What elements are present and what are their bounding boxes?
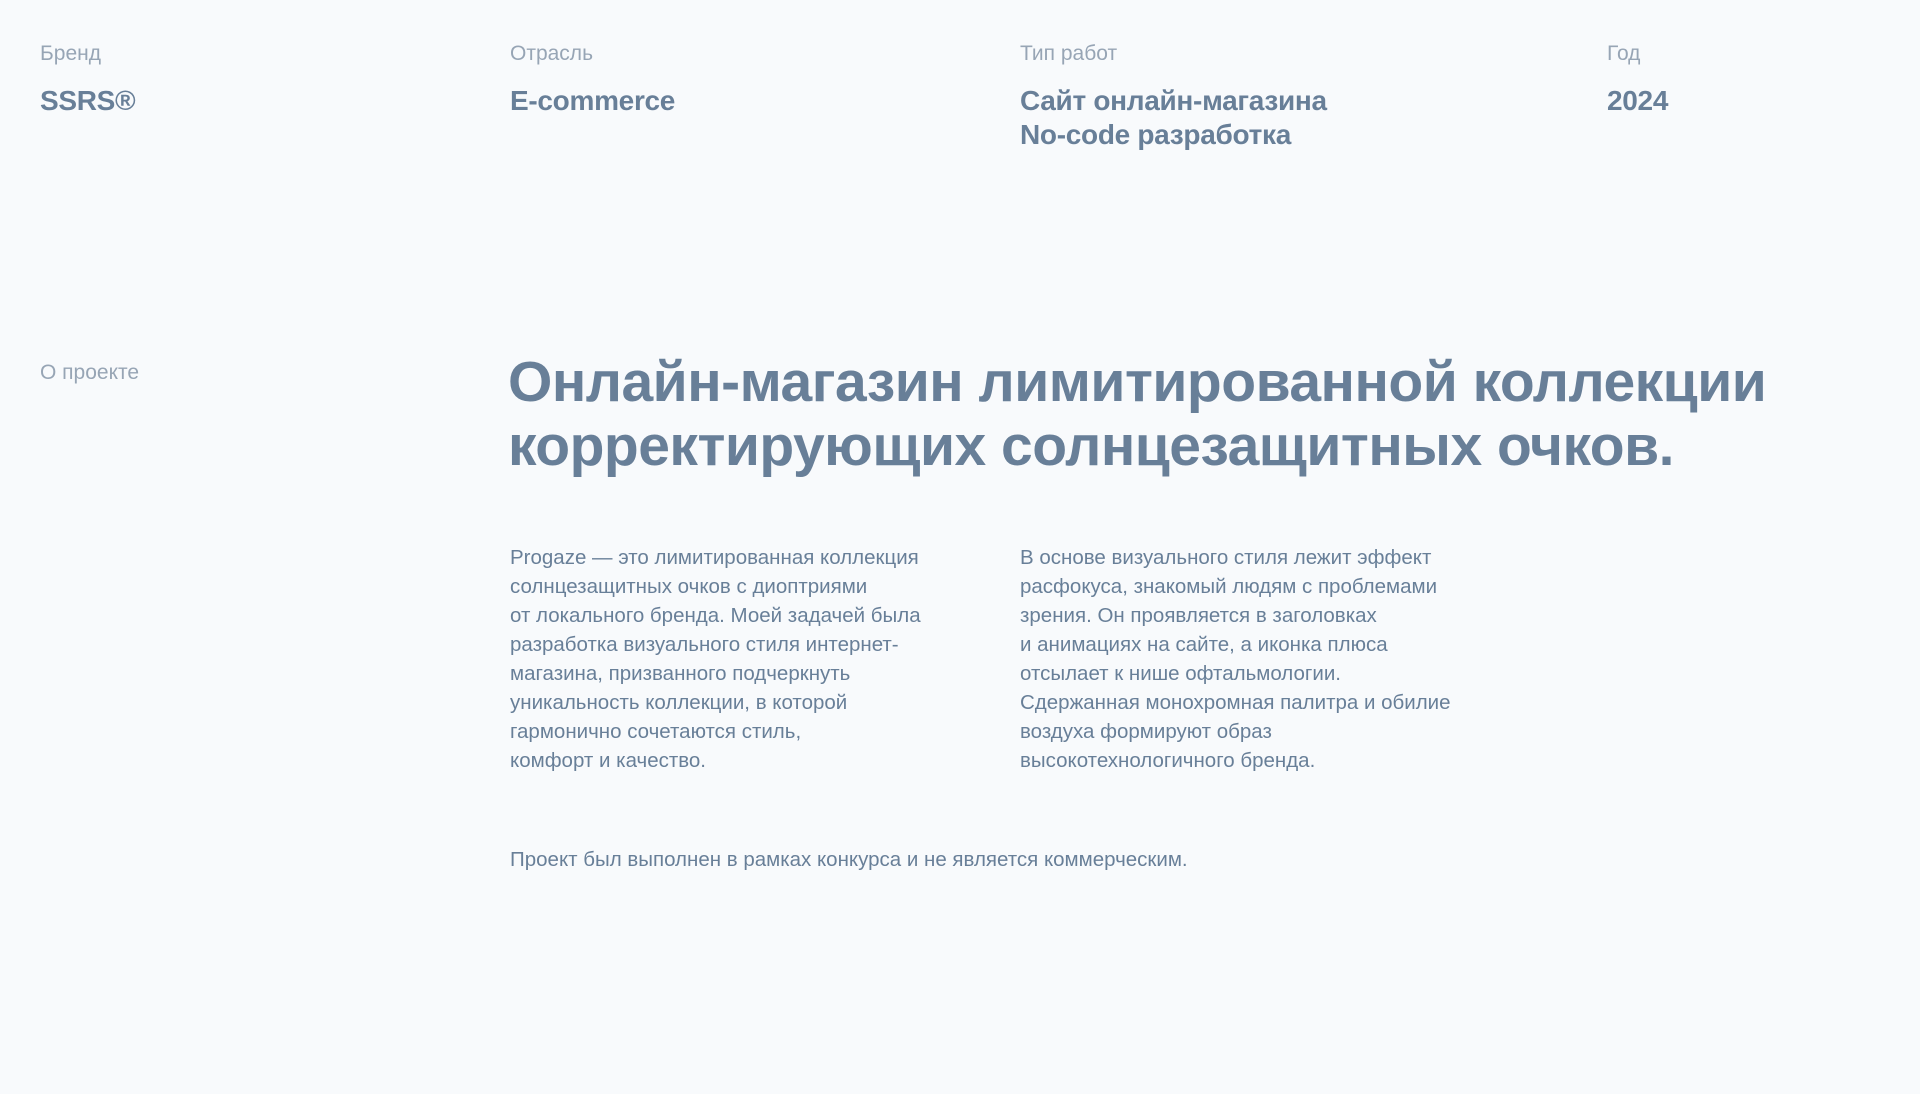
- meta-industry-value-text: E-commerce: [510, 85, 676, 116]
- headline-line: Онлайн-магазин лимитированной коллекции: [508, 350, 1767, 414]
- headline-line: корректирующих солнцезащитных очков.: [508, 414, 1674, 478]
- meta-brand-value: [40, 84, 135, 118]
- meta-brand-value-text: SSRS®: [40, 85, 136, 116]
- paragraph-line: магазина, призванного подчеркнуть: [510, 662, 851, 685]
- paragraph-line: Progaze — это лимитированная коллекция: [510, 546, 919, 569]
- project-footnote: Проект был выполнен в рамках конкурса и не является коммерческим.: [510, 848, 1188, 871]
- paragraph-line: разработка визуального стиля интернет-: [510, 633, 899, 656]
- project-headline: [508, 350, 1888, 478]
- paragraph-line: уникальность коллекции, в которой: [510, 691, 848, 714]
- paragraph-line: высокотехнологичного бренда.: [1020, 749, 1316, 772]
- meta-year: [1607, 40, 1668, 118]
- meta-work-type-value: [1020, 84, 1327, 152]
- meta-brand-label: Бренд: [40, 42, 101, 65]
- paragraph-line: комфорт и качество.: [510, 749, 706, 772]
- paragraph-line: и анимациях на сайте, а иконка плюса: [1020, 633, 1388, 656]
- paragraph-line: отсылает к нише офтальмологии.: [1020, 662, 1341, 685]
- meta-work-type-line: No-code разработка: [1020, 119, 1291, 150]
- paragraph-line: от локального бренда. Моей задачей была: [510, 604, 921, 627]
- paragraph-line: Сдержанная монохромная палитра и обилие: [1020, 691, 1451, 714]
- paragraph-line: воздуха формируют образ: [1020, 720, 1272, 743]
- meta-work-type: [1020, 40, 1327, 152]
- meta-industry-label: Отрасль: [510, 42, 594, 65]
- meta-work-type-label: Тип работ: [1020, 42, 1118, 65]
- paragraph-line: гармонично сочетаются стиль,: [510, 720, 802, 743]
- paragraph-line: В основе визуального стиля лежит эффект: [1020, 546, 1432, 569]
- meta-industry: [510, 40, 675, 118]
- paragraph-line: зрения. Он проявляется в заголовках: [1020, 604, 1377, 627]
- description-paragraph-left: [510, 543, 921, 775]
- meta-year-value-text: 2024: [1607, 85, 1669, 116]
- meta-brand: [40, 40, 135, 118]
- meta-industry-value: [510, 84, 675, 118]
- meta-work-type-line: Сайт онлайн-магазина: [1020, 85, 1327, 116]
- meta-year-label: Год: [1607, 42, 1641, 65]
- paragraph-line: расфокуса, знакомый людям с проблемами: [1020, 575, 1438, 598]
- meta-year-value: [1607, 84, 1668, 118]
- description-paragraph-right: [1020, 543, 1451, 775]
- about-label: О проекте: [40, 361, 140, 384]
- paragraph-line: солнцезащитных очков с диоптриями: [510, 575, 868, 598]
